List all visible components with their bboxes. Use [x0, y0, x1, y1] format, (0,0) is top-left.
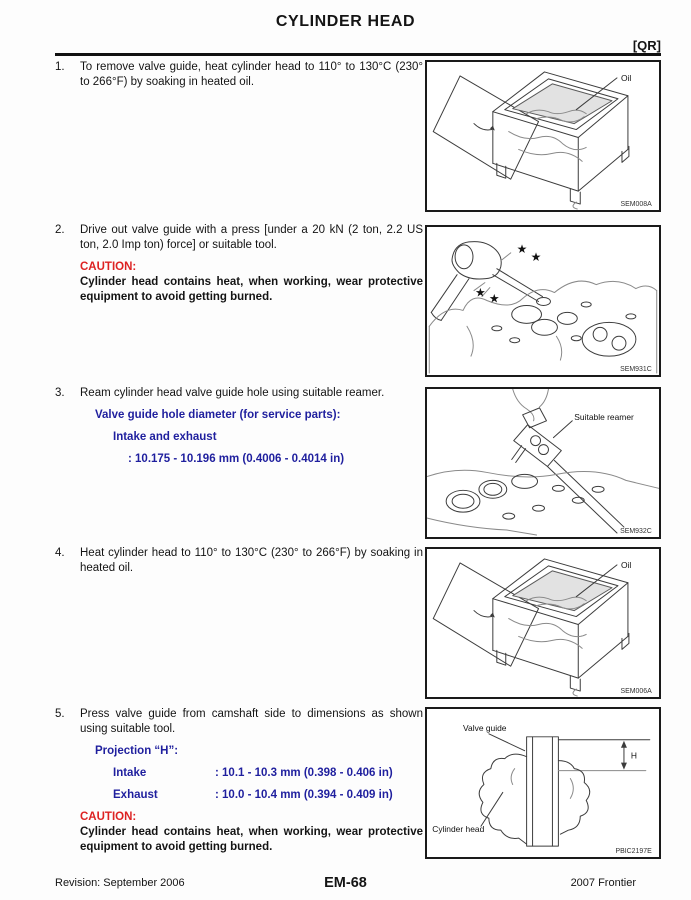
figure-oil-bath-2	[425, 547, 661, 699]
page-title: CYLINDER HEAD	[275, 13, 416, 30]
figure-code: SEM931C	[620, 366, 652, 374]
spec-row-label: Intake	[113, 767, 147, 779]
figure-label: Suitable reamer	[574, 411, 634, 422]
spec-title: Valve guide hole diameter (for service parts):	[95, 409, 341, 421]
spec-value: : 10.175 - 10.196 mm (0.4006 - 0.4014 in)	[128, 453, 345, 465]
spec-row-intake	[113, 766, 423, 781]
step-text: Press valve guide from camshaft side to dimensions as shown using suitable tool.	[80, 708, 423, 735]
step-text: To remove valve guide, heat cylinder head to 110° to 130°C (230° to 266°F) by soaking in heated oil.	[80, 61, 423, 88]
step-text: Drive out valve guide with a press [under a 20 kN (2 ton, 2.2 US ton, 2.0 Imp ton) force] or suitable tool.	[80, 224, 423, 251]
cross-section-illustration	[427, 709, 659, 857]
step-number: 4.	[55, 547, 65, 559]
caution-text: Cylinder head contains heat, when working, wear protective equipment to avoid getting burned.	[80, 276, 423, 303]
oil-bath-illustration	[427, 549, 659, 697]
caution-label: CAUTION:	[80, 811, 137, 823]
step-3	[55, 386, 423, 467]
figure-label-cylinder-head: Cylinder head	[432, 824, 485, 835]
step-number: 5.	[55, 708, 65, 720]
figure-label-valve-guide: Valve guide	[463, 722, 507, 733]
spec-title: Projection “H”:	[95, 745, 179, 757]
star-mark: ★	[530, 249, 542, 264]
figure-reamer	[425, 387, 661, 539]
step-4	[55, 546, 423, 576]
caution-label: CAUTION:	[80, 261, 137, 273]
oil-bath-illustration	[427, 62, 659, 210]
step-text: Heat cylinder head to 110° to 130°C (230° to 266°F) by soaking in heated oil.	[80, 547, 423, 574]
step-text: Ream cylinder head valve guide hole using suitable reamer.	[80, 387, 385, 399]
step-number: 2.	[55, 224, 65, 236]
spec-subtitle: Intake and exhaust	[113, 431, 217, 443]
spec-row-exhaust	[113, 788, 423, 803]
hammer-drift-illustration	[427, 227, 659, 375]
figure-label: Oil	[620, 72, 632, 83]
footer-page-number: EM-68	[324, 875, 367, 891]
figure-projection-h	[425, 707, 661, 859]
step-number: 1.	[55, 61, 65, 73]
spec-row-value: : 10.1 - 10.3 mm (0.398 - 0.406 in)	[215, 767, 393, 779]
footer-revision: Revision: September 2006	[55, 877, 185, 889]
star-mark: ★	[488, 291, 500, 306]
section-code: [QR]	[632, 38, 661, 53]
spec-row-value: : 10.0 - 10.4 mm (0.394 - 0.409 in)	[215, 789, 393, 801]
header-rule	[55, 53, 661, 56]
figure-label: Oil	[620, 559, 632, 570]
step-5	[55, 707, 423, 855]
figure-code: SEM008A	[620, 201, 652, 209]
figure-oil-bath-1	[425, 60, 661, 212]
figure-valve-guide-removal	[425, 225, 661, 377]
dimension-label-h: H	[630, 750, 637, 761]
reamer-illustration	[427, 389, 659, 537]
step-2	[55, 223, 423, 305]
caution-text: Cylinder head contains heat, when working, wear protective equipment to avoid getting burned.	[80, 826, 423, 853]
figure-code: SEM006A	[620, 688, 652, 696]
footer-model: 2007 Frontier	[570, 877, 636, 889]
spec-row-label: Exhaust	[113, 789, 158, 801]
step-1	[55, 60, 423, 90]
step-number: 3.	[55, 387, 65, 399]
star-mark: ★	[516, 241, 528, 256]
star-mark: ★	[474, 285, 486, 300]
figure-code: SEM932C	[620, 528, 652, 536]
figure-code: PBIC2197E	[615, 848, 652, 856]
